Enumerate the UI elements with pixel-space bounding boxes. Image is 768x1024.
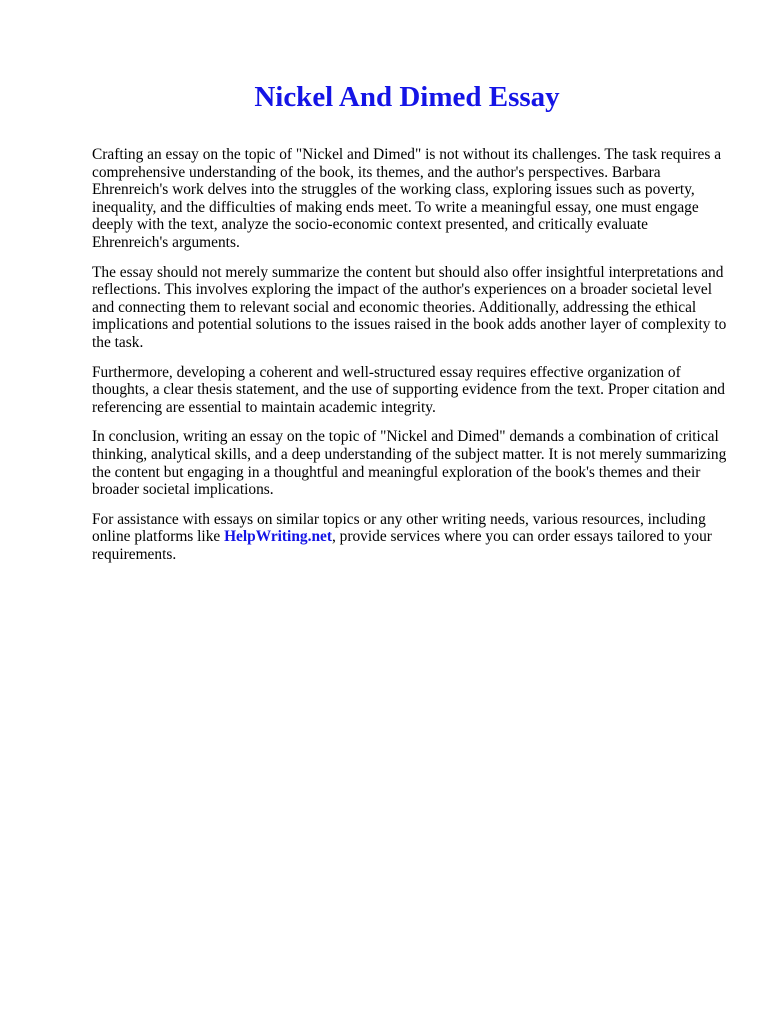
- page-title: Nickel And Dimed Essay: [254, 81, 560, 113]
- assistance-text-before: For assistance with essays on similar topics or any other writing needs, various resources, including online platforms like: [92, 510, 706, 546]
- helpwriting-link[interactable]: HelpWriting.net: [224, 528, 332, 546]
- assistance-text-after: , provide services where you can order essays tailored to your requirements.: [92, 528, 712, 563]
- paragraph-interpretation: The essay should not merely summarize the content but should also offer insightful interpretations and reflections. This involves exploring the impact of the author's experiences on a broader societal level and connecting them to relevant social and economic theories. Additionally, addressing the ethical implications and potential solutions to the issues raised in the book adds another layer of complexity to the task.: [92, 263, 727, 351]
- paragraph-intro: Crafting an essay on the topic of "Nickel and Dimed" is not without its challenges. The task requires a comprehensive understanding of the book, its themes, and the author's perspectives. Barbara Ehrenreich's work delves into the struggles of the working class, exploring issues such as poverty, inequality, and the difficulties of making ends meet. To write a meaningful essay, one must engage deeply with the text, analyze the socio-economic context presented, and critically evaluate Ehrenreich's arguments.: [92, 146, 722, 251]
- document-body: [92, 146, 728, 575]
- paragraph-structure: Furthermore, developing a coherent and well-structured essay requires effective organization of thoughts, a clear thesis statement, and the use of supporting evidence from the text. Proper citation and referencing are essential to maintain academic integrity.: [92, 363, 725, 416]
- paragraph-conclusion: In conclusion, writing an essay on the topic of "Nickel and Dimed" demands a combination of critical thinking, analytical skills, and a deep understanding of the subject matter. It is not merely summarizing the content but engaging in a thoughtful and meaningful exploration of the book's themes and their broader societal implications.: [92, 428, 727, 499]
- paragraph-assistance: [92, 511, 728, 564]
